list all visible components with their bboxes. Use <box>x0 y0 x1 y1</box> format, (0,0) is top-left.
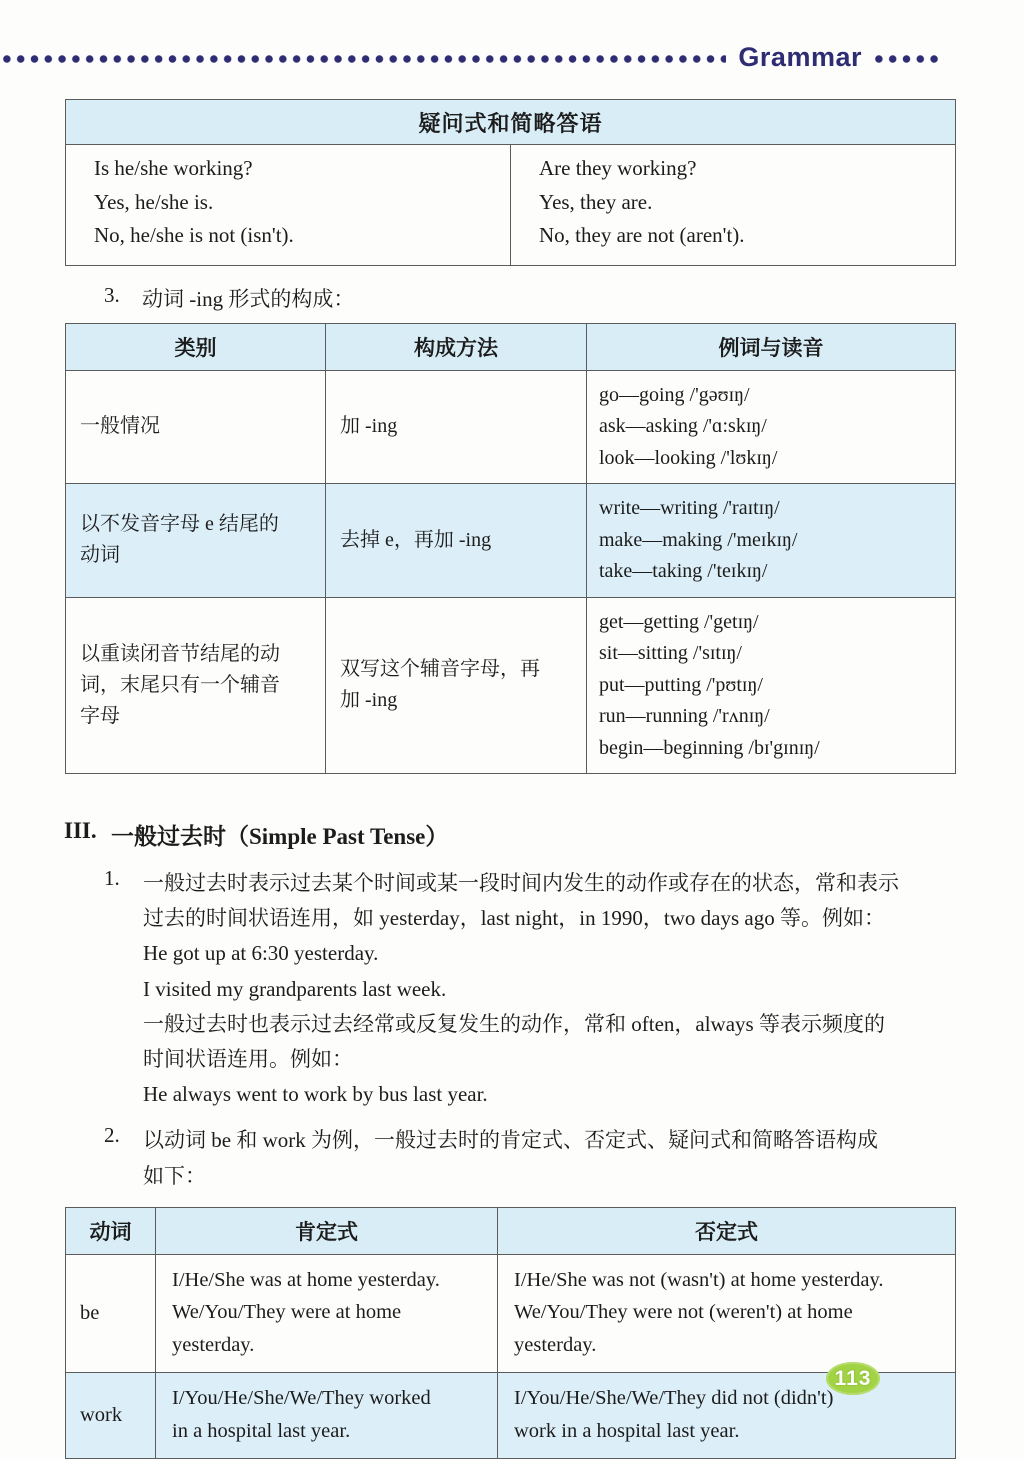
col-header-method: 构成方法 <box>326 323 587 370</box>
col-header-affirmative: 肯定式 <box>156 1207 498 1254</box>
verb-cell: work <box>66 1373 156 1459</box>
col-header-category: 类别 <box>66 323 326 370</box>
method-cell: 加 -ing <box>326 370 587 484</box>
examples-cell: write—writing /'raɪtɪŋ/ make—making /'meɪkɪŋ/ take—taking /'teɪkɪŋ/ <box>587 484 956 598</box>
table-row <box>66 1254 956 1373</box>
dotted-rule-left <box>0 55 726 63</box>
section-iii-heading <box>64 818 1024 851</box>
paragraph-item-1 <box>104 866 1024 1112</box>
page-number-badge: 113 <box>826 1362 880 1395</box>
affirmative-cell: I/He/She was at home yesterday. We/You/They were at home yesterday. <box>156 1254 498 1373</box>
examples-cell: get—getting /'getɪŋ/ sit—sitting /'sɪtɪŋ/ put—putting /'pʊtɪŋ/ run—running /'rʌnɪŋ/ begin—beginning /bɪ'gɪnɪŋ/ <box>587 597 956 774</box>
past-tense-table <box>65 1207 956 1459</box>
paragraph-text: 一般过去时表示过去某个时间或某一段时间内发生的动作或存在的状态，常和表示 过去的时间状语连用，如 yesterday，last night，in 1990，two days ago 等。例如： He got up at 6:30 yesterday. I visited my grandparents last week. 一般过去时也表示过去经常或反复发生的动作，常和 often，always 等表示频度的 时间状语连用。例如： He always went to work by bus last year. <box>143 871 899 1107</box>
table-row <box>66 1373 956 1459</box>
table-header-row <box>66 1207 956 1254</box>
verb-cell: be <box>66 1254 156 1373</box>
category-cell: 以重读闭音节结尾的动 词，末尾只有一个辅音 字母 <box>66 597 326 774</box>
paragraph-text: 以动词 be 和 work 为例，一般过去时的肯定式、否定式、疑问式和简略答语构成 如下： <box>143 1128 878 1188</box>
section-title: 一般过去时（Simple Past Tense） <box>111 824 449 849</box>
ing-formation-table <box>65 323 956 775</box>
qa-table-title: 疑问式和简略答语 <box>66 100 956 145</box>
col-header-examples: 例词与读音 <box>587 323 956 370</box>
category-cell: 以不发音字母 e 结尾的 动词 <box>66 484 326 598</box>
grammar-heading: Grammar <box>738 41 862 72</box>
paragraph-item-2 <box>104 1123 1024 1193</box>
col-header-negative: 否定式 <box>498 1207 956 1254</box>
method-cell: 双写这个辅音字母，再 加 -ing <box>326 597 587 774</box>
negative-cell: I/You/He/She/We/They did not (didn't) work in a hospital last year. <box>498 1373 956 1459</box>
affirmative-cell: I/You/He/She/We/They worked in a hospital last year. <box>156 1373 498 1459</box>
table-row <box>66 597 956 774</box>
ing-formation-heading-text: 动词 -ing 形式的构成： <box>142 286 355 311</box>
table-header-row <box>66 323 956 370</box>
list-number: 1. <box>104 866 120 890</box>
dotted-rule-right <box>872 55 944 63</box>
ing-formation-heading <box>104 283 1024 313</box>
list-number: 2. <box>104 1123 120 1148</box>
qa-plural-cell: Are they working? Yes, they are. No, they are not (aren't). <box>511 145 956 266</box>
method-cell: 去掉 e，再加 -ing <box>326 484 587 598</box>
table-row <box>66 370 956 484</box>
list-number: 3. <box>104 282 120 307</box>
examples-cell: go—going /'gəʊɪŋ/ ask—asking /'ɑ:skɪŋ/ look—looking /'lʊkɪŋ/ <box>587 370 956 484</box>
table-row <box>66 484 956 598</box>
section-number: III. <box>64 818 97 843</box>
col-header-verb: 动词 <box>66 1207 156 1254</box>
page-header <box>0 41 1024 72</box>
category-cell: 一般情况 <box>66 370 326 484</box>
negative-cell: I/He/She was not (wasn't) at home yesterday. We/You/They were not (weren't) at home yesterday. <box>498 1254 956 1373</box>
question-short-answer-table <box>65 99 956 266</box>
qa-singular-cell: Is he/she working? Yes, he/she is. No, he/she is not (isn't). <box>66 145 511 266</box>
